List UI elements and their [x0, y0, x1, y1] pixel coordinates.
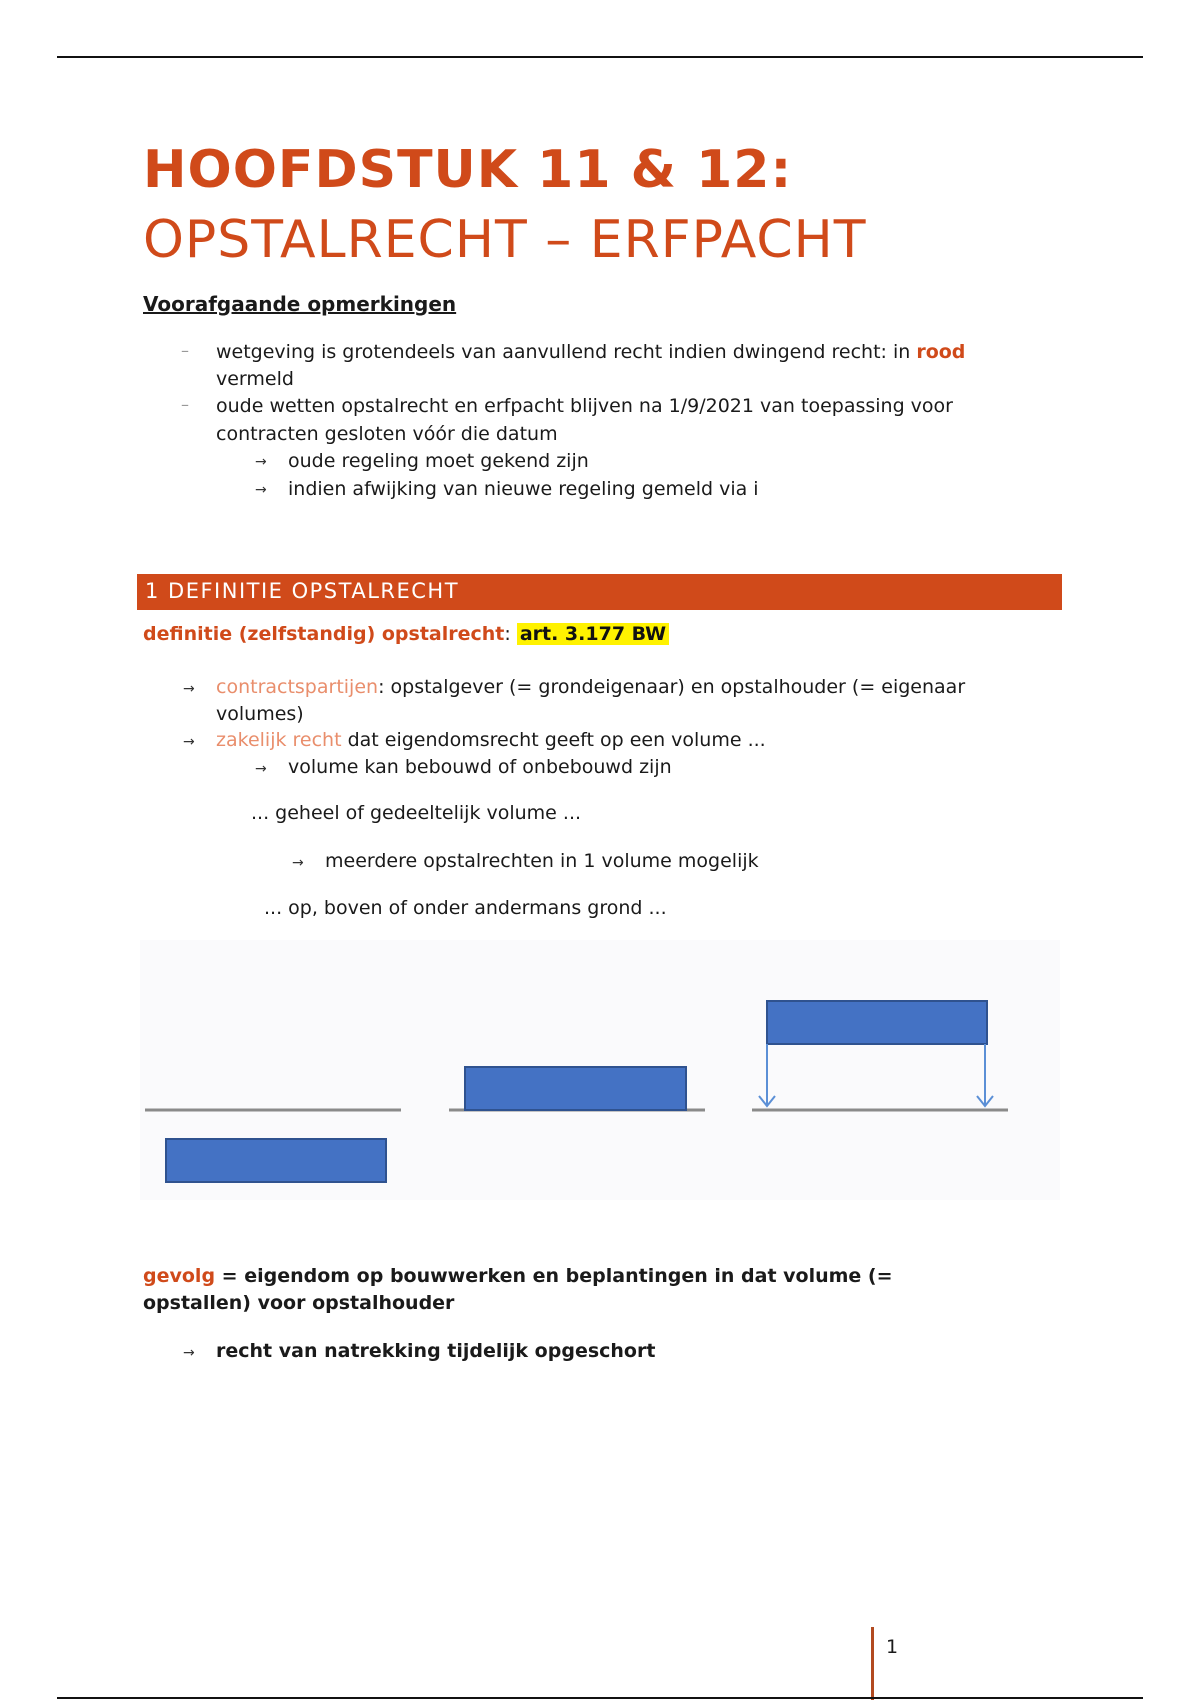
location-line: ... op, boven of onder andermans grond ... [264, 897, 667, 919]
arrow-bullet-icon: → [255, 761, 267, 777]
volume-sub-bullet: volume kan bebouwd of onbebouwd zijn [288, 756, 672, 778]
intro-bullet-1-emph: rood [916, 341, 966, 363]
volume-below-ground [166, 1139, 386, 1182]
section-1-header [137, 574, 1062, 610]
intro-bullet-1-text: wetgeving is grotendeels van aanvullend recht indien dwingend recht: in [216, 341, 917, 363]
chapter-title: HOOFDSTUK 11 & 12: [143, 140, 793, 200]
volume-above-ground [767, 1001, 987, 1044]
volume-extent-line: ... geheel of gedeeltelijk volume ... [251, 802, 582, 824]
real-right-bullet [216, 727, 766, 754]
intro-bullet-2-cont: contracten gesloten vóór die datum [216, 423, 558, 445]
intro-sub-bullet-2: indien afwijking van nieuwe regeling gemeld via i [288, 478, 759, 500]
definition-label: definitie (zelfstandig) opstalrecht [143, 623, 505, 645]
arrow-bullet-icon: → [183, 681, 195, 697]
arrow-bullet-icon: → [292, 855, 304, 871]
intro-heading: Voorafgaande opmerkingen [143, 292, 457, 316]
volume-on-ground [465, 1067, 686, 1110]
article-reference: art. 3.177 BW [517, 623, 669, 645]
consequence-line-cont: opstallen) voor opstalhouder [143, 1292, 455, 1314]
parties-bullet [216, 674, 965, 701]
intro-bullet-1 [216, 339, 965, 366]
real-right-text: dat eigendomsrecht geeft op een volume ... [341, 729, 766, 751]
parties-label: contractspartijen [216, 676, 379, 698]
page-number: 1 [886, 1636, 899, 1658]
top-rule [57, 56, 1143, 58]
dash-bullet-icon: – [181, 395, 189, 414]
parties-text: : opstalgever (= grondeigenaar) en opstalhouder (= eigenaar [378, 676, 966, 698]
intro-bullet-1-cont: vermeld [216, 368, 294, 390]
intro-sub-bullet-1: oude regeling moet gekend zijn [288, 450, 589, 472]
volume-diagram [140, 940, 1060, 1200]
dash-bullet-icon: – [181, 341, 189, 360]
real-right-label: zakelijk recht [216, 729, 342, 751]
multiple-rights-bullet: meerdere opstalrechten in 1 volume mogelijk [325, 850, 759, 872]
parties-bullet-cont: volumes) [216, 703, 304, 725]
arrow-bullet-icon: → [183, 1345, 195, 1361]
page-number-divider [871, 1627, 874, 1700]
consequence-line [143, 1263, 893, 1290]
arrow-bullet-icon: → [255, 482, 267, 498]
bottom-rule [57, 1697, 1143, 1699]
consequence-label: gevolg [143, 1265, 216, 1287]
arrow-bullet-icon: → [255, 454, 267, 470]
arrow-bullet-icon: → [183, 734, 195, 750]
consequence-text: = eigendom op bouwwerken en beplantingen in dat volume (= [215, 1265, 893, 1287]
chapter-subtitle: OPSTALRECHT – ERFPACHT [143, 210, 867, 270]
accession-bullet: recht van natrekking tijdelijk opgeschort [216, 1340, 656, 1362]
definition-line [143, 623, 669, 645]
definition-separator: : [504, 623, 517, 645]
intro-bullet-2: oude wetten opstalrecht en erfpacht blijven na 1/9/2021 van toepassing voor [216, 395, 953, 417]
section-1-title: 1 DEFINITIE OPSTALRECHT [145, 579, 460, 603]
